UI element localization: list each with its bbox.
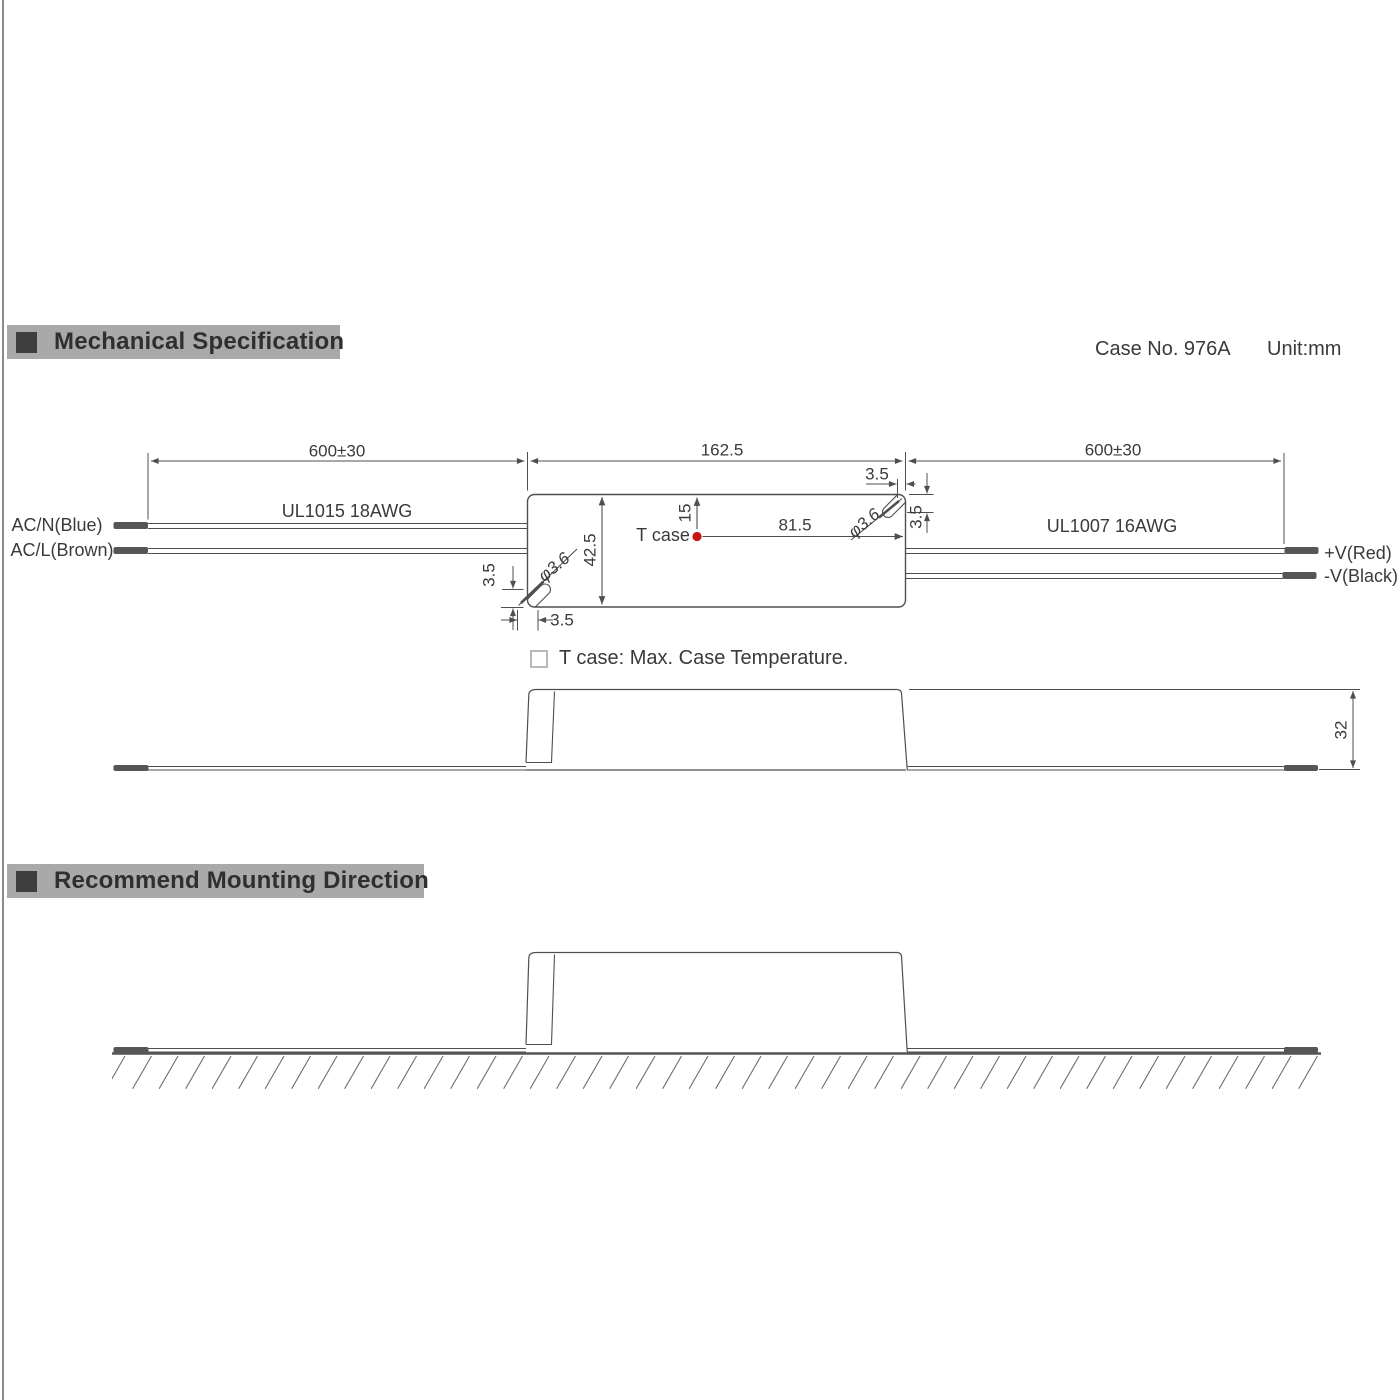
wire-tip: [114, 547, 149, 554]
note-square-icon: [530, 650, 548, 668]
wire-label-acl: AC/L(Brown): [10, 540, 114, 560]
wire-tip: [114, 522, 149, 529]
wire-label-vminus: -V(Black): [1323, 566, 1399, 586]
output-wire-type: UL1007 16AWG: [1046, 516, 1178, 536]
tcase-dot-icon: [692, 532, 701, 541]
unit-label: Unit:mm: [1267, 338, 1342, 360]
dim-slot-tr-offset-h: 3.5: [865, 464, 889, 484]
dim-input-wire-length: 600±30: [308, 441, 366, 461]
dim-case-width: 42.5: [580, 533, 600, 567]
tcase-label: T case: [636, 525, 690, 545]
wire-tip: [114, 765, 149, 771]
side-view-drawing: [114, 690, 1361, 772]
top-view-drawing: [114, 452, 1319, 631]
wire-label-acn: AC/N(Blue): [11, 515, 103, 535]
wire-tip: [1283, 572, 1317, 579]
wire-tip: [1284, 765, 1318, 771]
wire-label-vplus: +V(Red): [1324, 543, 1392, 563]
input-wire-type: UL1015 18AWG: [281, 501, 413, 521]
section-title: Recommend Mounting Direction: [54, 867, 429, 894]
tcase-note: [530, 647, 848, 670]
wire-tip: [1285, 547, 1319, 554]
wire-tip: [1284, 1047, 1318, 1053]
dim-slot-bl-offset-h: 3.5: [550, 610, 574, 630]
output-wires: [906, 547, 1319, 579]
wire-tip: [114, 1047, 149, 1053]
input-wires: [114, 522, 528, 554]
tcase-note-text: T case: Max. Case Temperature.: [559, 647, 849, 669]
dim-slot-diameter-bl: φ3.6: [534, 548, 574, 586]
section-header-mounting: [7, 864, 429, 898]
ground-hatching: [112, 1056, 1321, 1089]
section-bullet-icon: [16, 871, 37, 892]
dim-tcase-top: 15: [675, 503, 695, 523]
section-title: Mechanical Specification: [54, 328, 345, 355]
dim-32: [909, 690, 1360, 770]
dim-output-wire-length: 600±30: [1084, 440, 1142, 460]
case-number: Case No. 976A: [1095, 338, 1231, 360]
dim-slot-tr-offset-v: 3.5: [906, 505, 926, 529]
mounting-view-drawing: [112, 953, 1321, 1090]
dim-side-height: 32: [1331, 720, 1351, 740]
dim-slot-diameter-tr: φ3.6: [844, 504, 884, 542]
dim-tcase-right: 81.5: [778, 515, 812, 535]
dim-slot-bl-offset-v: 3.5: [479, 563, 499, 587]
dim-case-length: 162.5: [700, 440, 744, 460]
